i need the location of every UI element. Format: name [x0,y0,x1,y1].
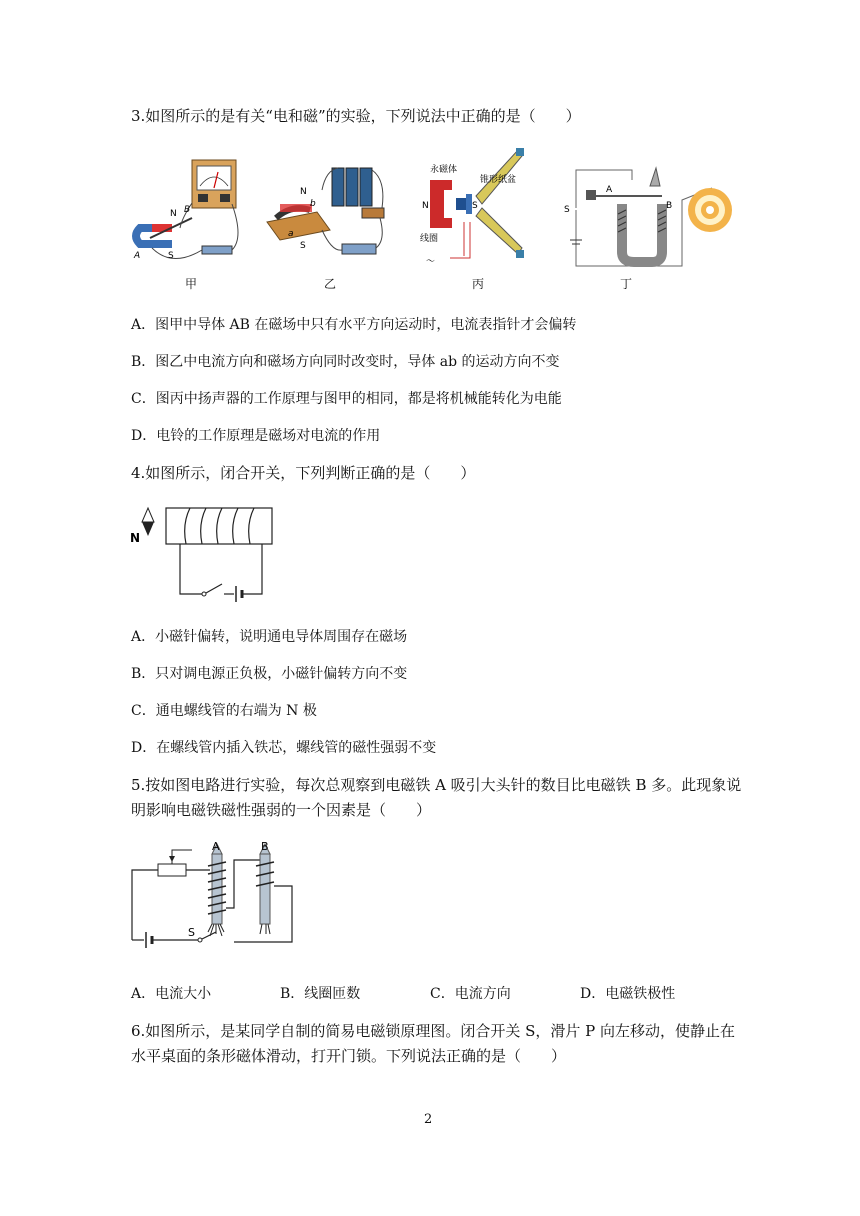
bing-label-cone: 锥形纸盆 [480,175,517,185]
q4-needle-label-N: N [130,531,141,545]
jia-label-S: S [168,251,174,261]
yi-label-a: a [288,229,294,239]
q4-option-c: C．通电螺线管的右端为 N 极 [131,703,317,719]
q3-figure-ding [562,160,732,268]
yi-label-N: N [300,187,307,197]
q5-label-S: S [188,926,195,939]
q3-caption-yi: 乙 [323,277,336,291]
q5-electromagnet-circuit [130,840,300,950]
bing-label-N: N [422,201,429,211]
q3-option-a: A．图甲中导体 AB 在磁场中只有水平方向运动时，电流表指针才会偏转 [131,317,577,333]
q3-caption-jia: 甲 [184,277,197,291]
bing-label-S: S [472,201,478,211]
q5-label-B: B [261,840,269,853]
page-number: 2 [424,1112,433,1127]
q3-option-d: D．电铃的工作原理是磁场对电流的作用 [131,428,381,444]
ding-label-A: A [606,185,613,195]
q5-stem-line1: 5.按如图电路进行实验，每次总观察到电磁铁 A 吸引大头针的数目比电磁铁 B 多。此现象说 [131,776,742,794]
q4-option-d: D．在螺线管内插入铁芯，螺线管的磁性强弱不变 [131,740,437,756]
q4-option-b: B．只对调电源正负极，小磁针偏转方向不变 [131,666,408,682]
q3-stem: 3.如图所示的是有关“电和磁”的实验，下列说法中正确的是（ ） [131,107,581,125]
bing-label-coil: 线圈 [420,234,439,244]
ding-label-B: B [666,201,673,211]
q3-figure-yi [262,160,392,265]
yi-label-S: S [300,241,306,251]
q3-caption-ding: 丁 [619,277,632,291]
bing-label-magnet: 永磁体 [430,165,458,175]
jia-label-A: A [134,251,141,261]
q3-figure-bing [420,146,532,266]
q6-stem-line2: 水平桌面的条形磁体滑动，打开门锁。下列说法正确的是（ ） [131,1047,567,1065]
q4-option-a: A．小磁针偏转，说明通电导体周围存在磁场 [131,629,408,645]
q5-option-a: A．电流大小 [131,986,212,1002]
q5-label-A: A [212,840,220,853]
q4-solenoid-circuit [130,500,280,610]
q3-caption-bing: 丙 [471,277,484,291]
q4-stem: 4.如图所示，闭合开关，下列判断正确的是（ ） [131,464,476,482]
yi-label-b: b [310,199,316,209]
q5-option-b: B．线圈匝数 [280,986,361,1002]
q6-stem-line1: 6.如图所示，是某同学自制的简易电磁锁原理图。闭合开关 S，滑片 P 向左移动，使静止在 [131,1022,735,1040]
q3-option-c: C．图丙中扬声器的工作原理与图甲的相同，都是将机械能转化为电能 [131,391,562,407]
q5-stem-line2: 明影响电磁铁磁性强弱的一个因素是（ ） [131,801,432,819]
jia-label-N: N [170,209,177,219]
q5-option-d: D．电磁铁极性 [580,986,676,1002]
jia-label-B: B [184,205,191,215]
q3-option-b: B．图乙中电流方向和磁场方向同时改变时，导体 ab 的运动方向不变 [131,354,560,370]
q3-figure-jia [132,158,252,268]
bing-label-ac: ～ [426,257,436,266]
q5-option-c: C．电流方向 [430,986,511,1002]
ding-label-S: S [564,205,570,215]
